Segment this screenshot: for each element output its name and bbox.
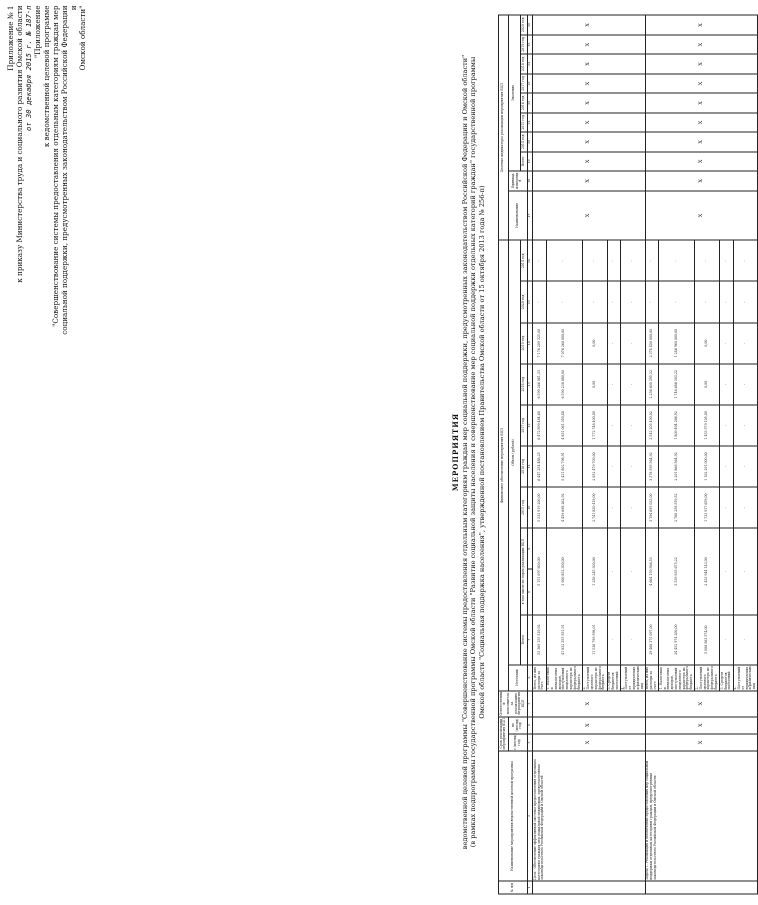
header-row-2: с (месяц/год) по (месяц/год) Источник Объем (рублей) Наименование Единица измерения Значение <box>508 15 520 894</box>
document-title: МЕРОПРИЯТИЯ ведомственной целевой программы "Совершенствование системы предоставления отдельным категориям граждан мер социальной поддержки, предусмотренных законодательством Российской Федерации и Омской области" (в рамках подпрограммы государственной программы Омской области "Развитие социальной защиты населения и совершенствование мер социальной поддержки отдельных категорий граждан" государственной программы Омской области "Социальная поддержка населения", утвержденной постановлением Правительства Омской области от 15 октября 2013 года № 256-п) <box>452 0 486 905</box>
table-row: 1. Налоговых и неналоговых доходов, поступлений нецелевого характера из федерального бюджета 41 832 355 931,91 3 900 852 300,00 4 459 698 262,92 5 431 802 798,91 4 851 061 350,48 6 590 238 880,00 7 076 260 000,00 - - <box>546 15 582 894</box>
measures-table <box>498 15 758 895</box>
table-row: 3. Средств бюджетов поселений - - - - - - - - - <box>720 15 733 894</box>
table-row: 4. Поступлений от юридических и физических лиц - - - - - - - - - <box>621 15 646 894</box>
table-row: 2. Поступлений целевого характера из федерального бюджета 5 008 563 574,00 2 433 944 143,00 1 733 917 659,00 1 102 291 000,00 1 453 579 105,00 0,00 0,00 - - <box>695 15 720 894</box>
table-row: 1. Налоговых и неналоговых доходов, поступлений нецелевого характера из федерального бюджета 24 452 974 200,00 3 539 935 675,22 2 760 258 559,52 2 201 866 564,92 1 809 494 286,92 1 746 686 303,22 1 246 960 000,00 - - <box>659 15 695 894</box>
goal-text: Цель - Обеспечение эффективной системы предоставления отдельным категориям граждан мер социальной поддержки, предусмотренных законодательством Российской Федерации и Омской области <box>533 751 646 881</box>
table-row: Цель - Обеспечение эффективной системы предоставления отдельным категориям граждан мер социальной поддержки, предусмотренных законодательством Российской Федерации и Омской области X X X Всего, из них расходы за счет: 53 369 155 529,92 5 151 097 600,00 5 532 919 200,00 6 447 254 488,25 6 472 899 484,60 6 599 266 041,33 7 176 209 325,00 - - X X X X X X X X X X <box>533 15 546 894</box>
column-numbers-row: 1 2 3 4 5 6 7 8 9 10 11 12 13 14 15 16 17 18 19 20 21 22 23 24 25 26 <box>527 15 533 894</box>
table-row: 4. Поступлений от юридических и физических лиц - - - - - - - - - <box>733 15 758 894</box>
appendix-date: от 30 декабря 2015 г. № 187-п <box>24 5 33 131</box>
table-row: 3. Средств бюджетов поселений - - - - - - - - - <box>607 15 620 894</box>
task-text: Задача 1. Реализация и обеспечение предоставления мер социальной поддержки отдельным категориям граждан, предусмотренных законодательством Российской Федерации и Омской области <box>645 751 758 881</box>
appendix-number: Приложение № 1 <box>6 5 15 71</box>
page-title: МЕРОПРИЯТИЯ <box>451 412 460 492</box>
table-row: Задача 1. Реализация и обеспечение предоставления мер социальной поддержки отдельным категориям граждан, предусмотренных законодательством Российской Федерации и Омской области X X X Всего, из них расходы за счет: 29 468 375 097,00 4 664 159 566,53 3 194 695 033,00 3 378 595 564,92 3 542 205 490,02 2 256 600 395,32 2 374 400 000,00 - - X X X X X X X X X X <box>645 15 658 894</box>
table-row: 2. Поступлений целевого характера из федерального бюджета 11 536 799 598,01 1 250 245 300,00 2 741 830 419,00 2 052 479 709,00 1 772 748 400,00 0,00 0,00 - - <box>582 15 607 894</box>
header-row-3: Всего в том числе по годам реализации ВЦП 2015 год 2016 год 2017 год 2018 год 2019 год 2020 год 2014 год Всего 2014 год 2015 год 2016 год 2017 год 2018 год 2019 год 2020 год <box>520 15 527 894</box>
header-row-1: № п/п Наименование мероприятия ведомственной целевой программы Срок реализации мероприятия ВЦП Ответственный исполнитель за реализацию мероприятия ВЦП Финансовое обеспечение мероприятия ВЦП Целевые индикаторы реализации мероприятия ВЦП <box>499 15 509 894</box>
appendix-header: Приложение № 1 к приказу Министерства труда и социального развития Омской области от 30 декабря 2015 г. № 187-п "Приложение к ведомственной целевой программе "Совершенствование системы предоставления отдельным категориям граждан мер социальной поддержки, предусмотренных законодательством Российской Федерации и Омской области" <box>6 5 87 335</box>
